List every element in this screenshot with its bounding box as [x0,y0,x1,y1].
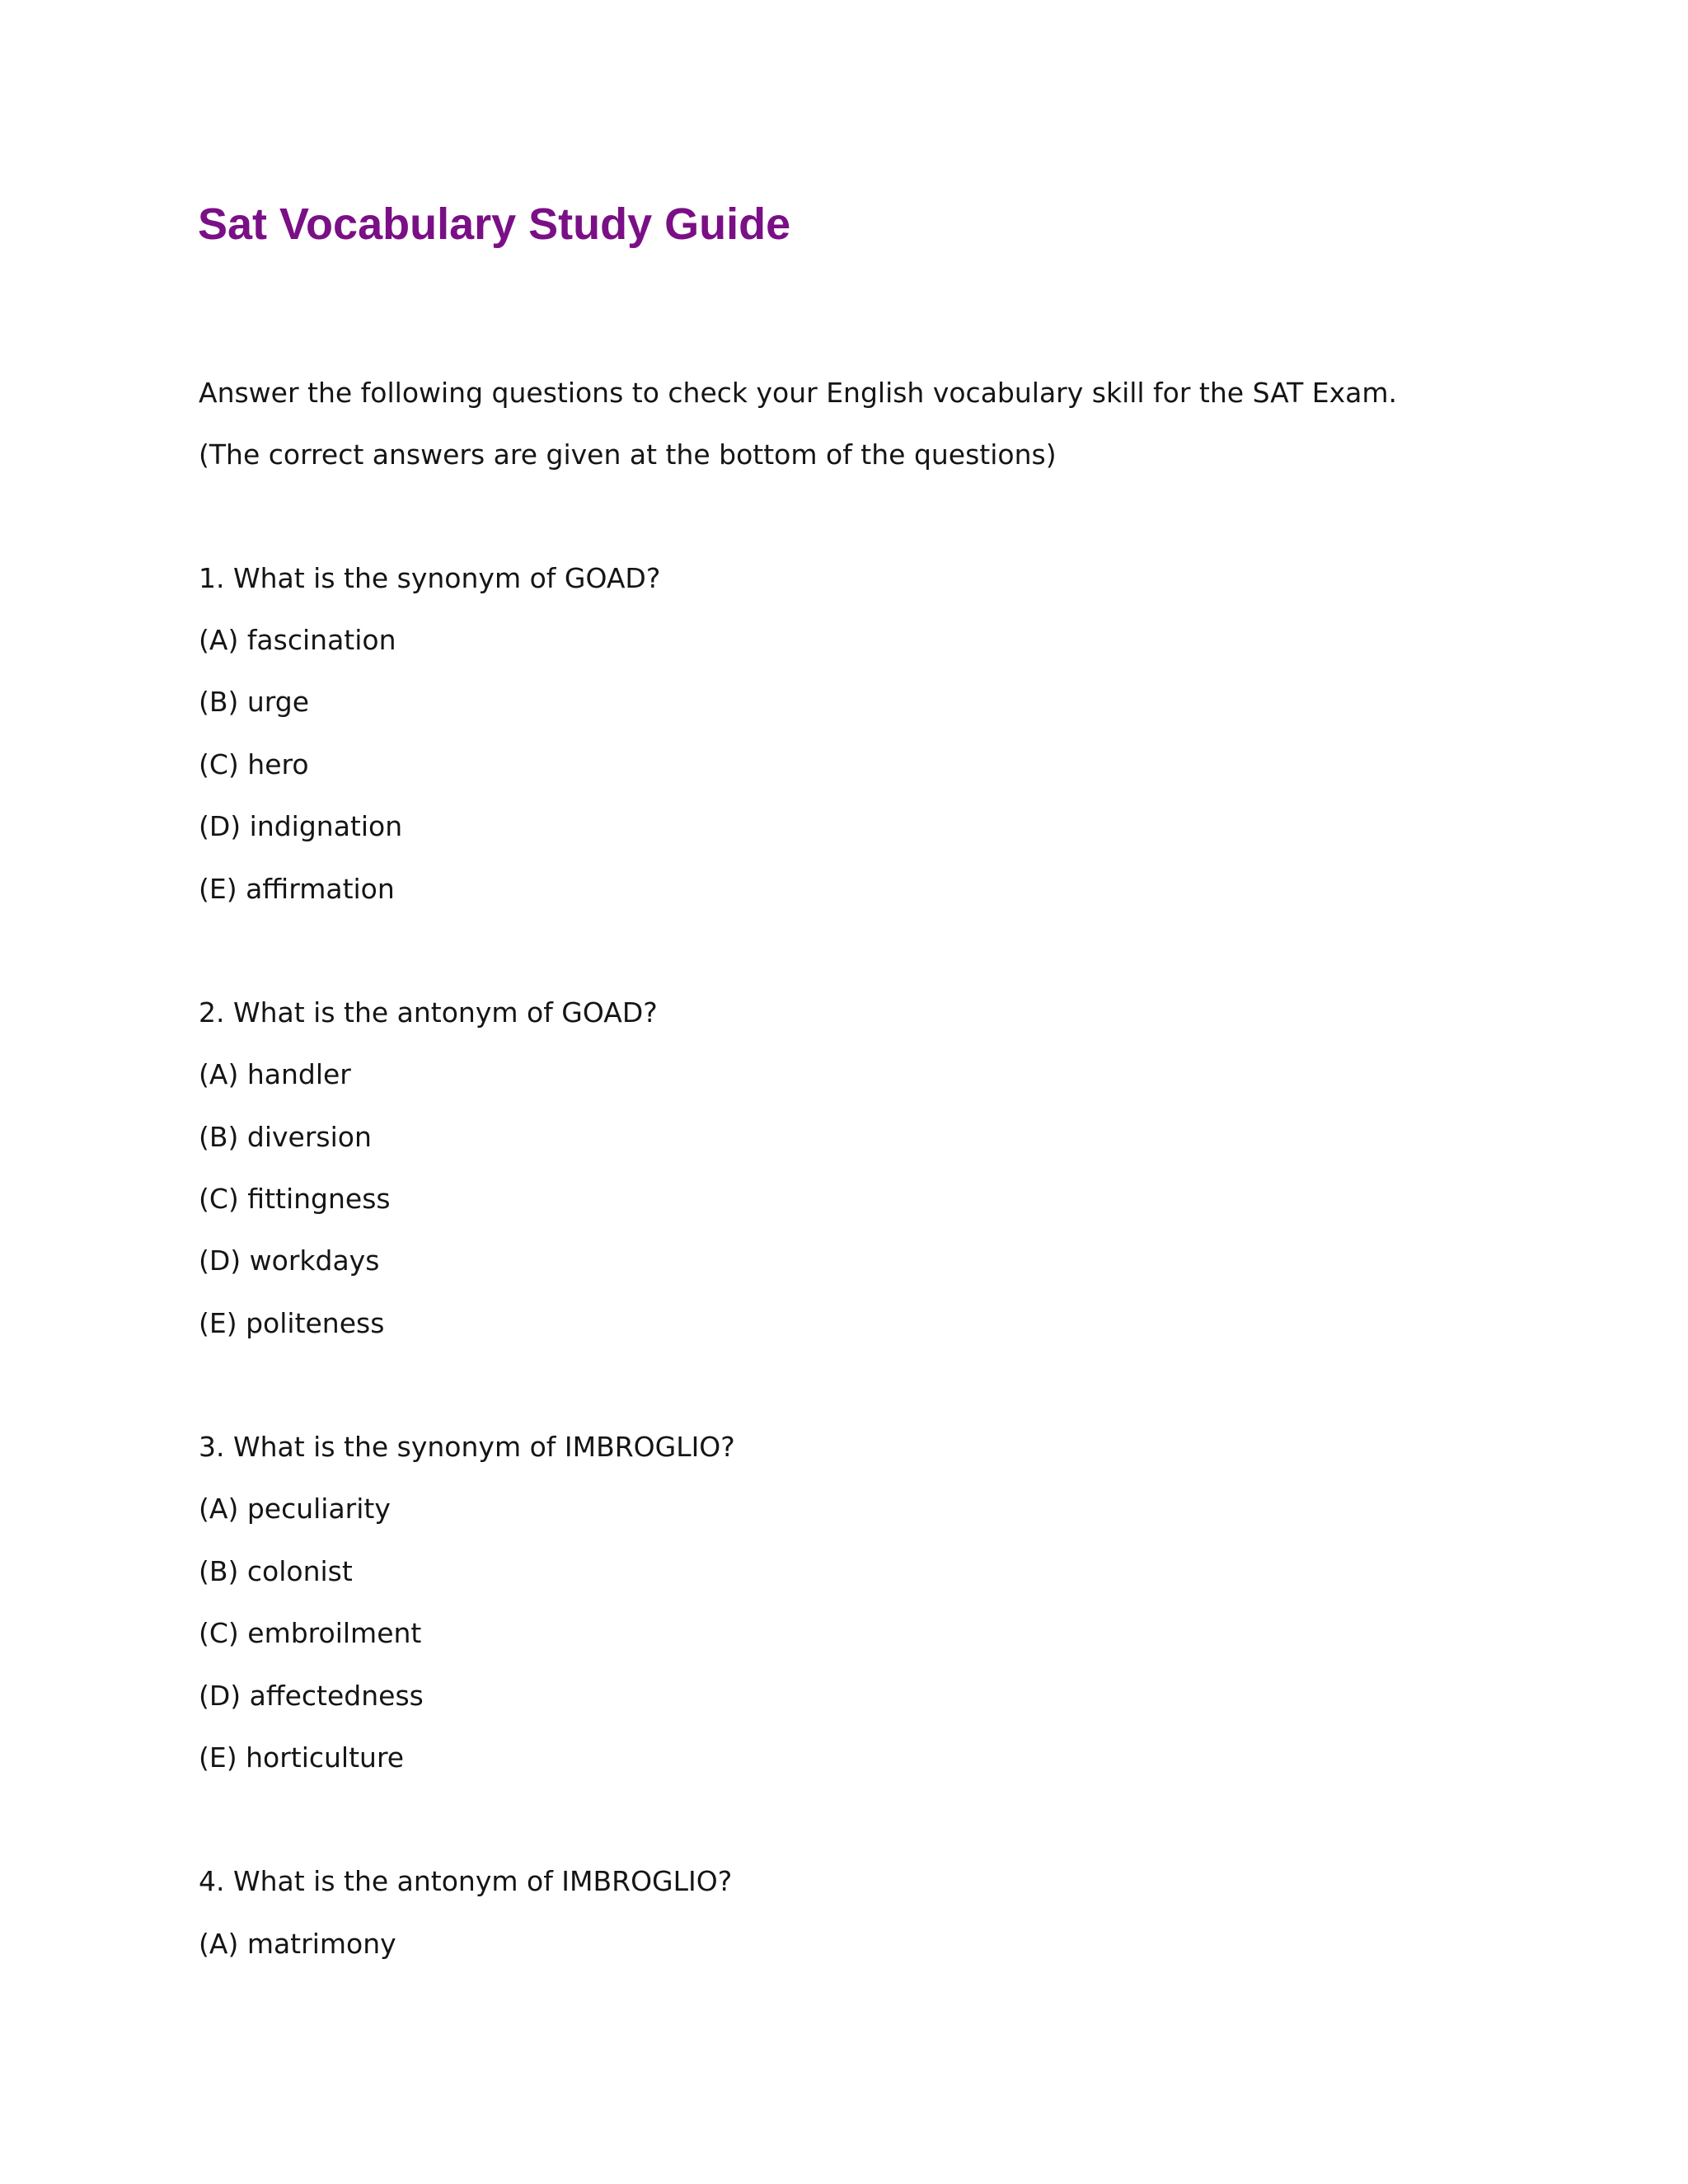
question-1-option-b: (B) urge [199,686,310,718]
question-1-option-a: (A) fascination [199,624,396,656]
question-2-option-c: (C) fittingness [199,1183,391,1215]
question-1-option-c: (C) hero [199,748,309,780]
question-2-option-d: (D) workdays [199,1244,380,1277]
question-4-option-a: (A) matrimony [199,1928,396,1960]
question-1-option-e: (E) affirmation [199,873,395,905]
question-4-prompt: 4. What is the antonym of IMBROGLIO? [199,1865,733,1897]
question-3-prompt: 3. What is the synonym of IMBROGLIO? [199,1431,735,1463]
question-2-option-b: (B) diversion [199,1121,372,1153]
question-3-option-c: (C) embroilment [199,1617,422,1649]
page-title: Sat Vocabulary Study Guide [198,199,791,249]
question-1-option-d: (D) indignation [199,810,403,842]
question-3-option-b: (B) colonist [199,1555,353,1587]
intro-instruction: Answer the following questions to check your English vocabulary skill for the SAT Exam. [199,377,1398,409]
question-2-option-a: (A) handler [199,1058,351,1090]
question-2-prompt: 2. What is the antonym of GOAD? [199,996,658,1029]
intro-answer-note: (The correct answers are given at the bottom of the questions) [199,438,1057,471]
question-1-prompt: 1. What is the synonym of GOAD? [199,562,661,594]
question-2-option-e: (E) politeness [199,1307,385,1339]
question-3-option-e: (E) horticulture [199,1741,405,1774]
question-3-option-d: (D) affectedness [199,1680,424,1712]
question-3-option-a: (A) peculiarity [199,1493,391,1525]
